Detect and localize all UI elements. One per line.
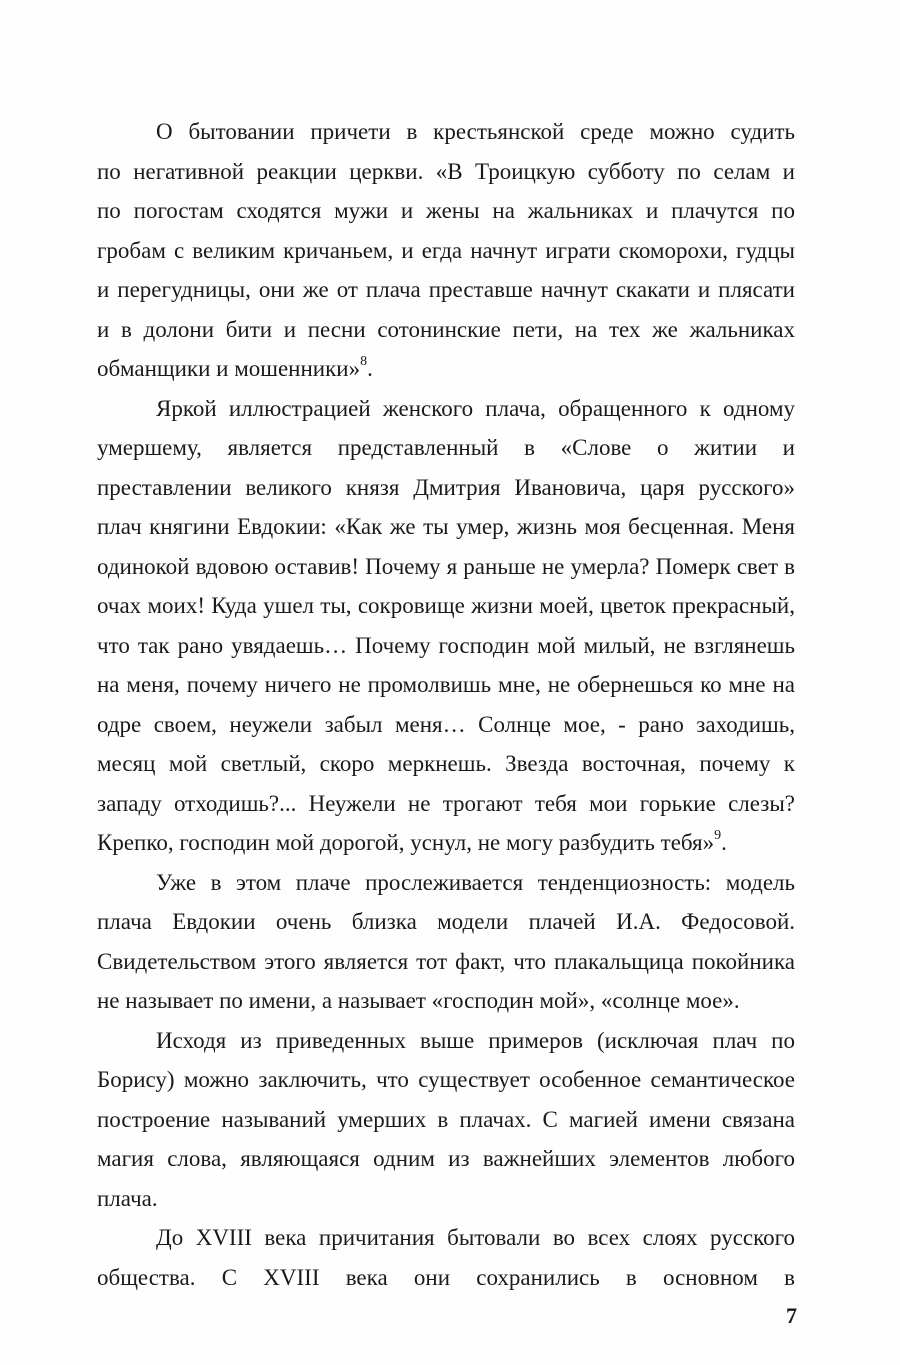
text-line: что так рано увядаешь… Почему господин мой милый, не взглянешь (97, 632, 795, 658)
paragraph (97, 1021, 795, 1219)
paragraph (97, 112, 795, 389)
text-line: магия слова, являющаяся одним из важнейших элементов любого (97, 1146, 795, 1171)
text-line: и в долони бити и песни сотонинские пети, на тех же жальниках (97, 316, 795, 342)
paragraph (97, 1218, 795, 1297)
text-line: общества. С XVIII века они сохранились в основном в (97, 1264, 795, 1290)
text-line: месяц мой светлый, скоро меркнешь. Звезда восточная, почему к (97, 751, 795, 776)
text-line: О бытовании причети в крестьянской среде можно судить (156, 119, 795, 144)
text-line: западу отходишь?... Неужели не трогают тебя мои горькие слезы? (97, 790, 795, 816)
text-line: очах моих! Куда ушел ты, сокровище жизни моей, цветок прекрасный, (97, 593, 795, 618)
text-line: Свидетельством этого является тот факт, что плакальщица покойника (97, 948, 795, 974)
text-line: плач княгини Евдокии: «Как же ты умер, жизнь моя бесценная. Меня (97, 514, 795, 539)
text-line: построение называний умерших в плачах. С магией имени связана (97, 1106, 795, 1132)
text-line: гробам с великим кричаньем, и егда начнут играти скоморохи, гудцы (97, 237, 795, 263)
text-line: обманщики и мошенники»$^8$. (97, 354, 373, 381)
text-line: одре своем, неужели забыл меня… Солнце мое, - рано заходишь, (97, 711, 795, 737)
paragraph (97, 389, 795, 863)
text-line: Борису) можно заключить, что существует особенное семантическое (97, 1067, 795, 1092)
footnote-marker: 8 (360, 354, 368, 369)
text-line: не называет по имени, а называет «господин мой», «солнце мое». (97, 988, 740, 1013)
body-text (97, 112, 795, 1297)
text-line: плача. (97, 1185, 158, 1211)
text-line: по негативной реакции церкви. «В Троицкую субботу по селам и (97, 158, 795, 184)
text-line: одинокой вдовою оставив! Почему я раньше не умерла? Померк свет в (97, 553, 795, 579)
paragraph (97, 863, 795, 1021)
page-number: 7 (786, 1303, 797, 1328)
text-line: плача Евдокии очень близка модели плачей И.А. Федосовой. (97, 909, 795, 934)
text-line: по погостам сходятся мужи и жены на жальниках и плачутся по (97, 198, 795, 223)
text-line: Крепко, господин мой дорогой, уснул, не могу разбудить тебя»$^9$. (97, 828, 727, 855)
text-line: Яркой иллюстрацией женского плача, обращенного к одному (156, 395, 795, 421)
footnote-marker: 9 (714, 828, 722, 843)
text-line: Исходя из приведенных выше примеров (исключая плач по (156, 1027, 795, 1053)
text-line: Уже в этом плаче прослеживается тенденциозность: модель (156, 869, 795, 895)
text-line: преставлении великого князя Дмитрия Ивановича, царя русского» (97, 474, 795, 500)
text-line: и перегудницы, они же от плача преставше начнут скакати и плясати (97, 277, 795, 302)
text-line: умершему, является представленный в «Слове о житии и (97, 435, 795, 460)
text-line: на меня, почему ничего не промолвишь мне, не обернешься ко мне на (97, 672, 795, 697)
text-line: До XVIII века причитания бытовали во всех слоях русского (156, 1225, 795, 1250)
